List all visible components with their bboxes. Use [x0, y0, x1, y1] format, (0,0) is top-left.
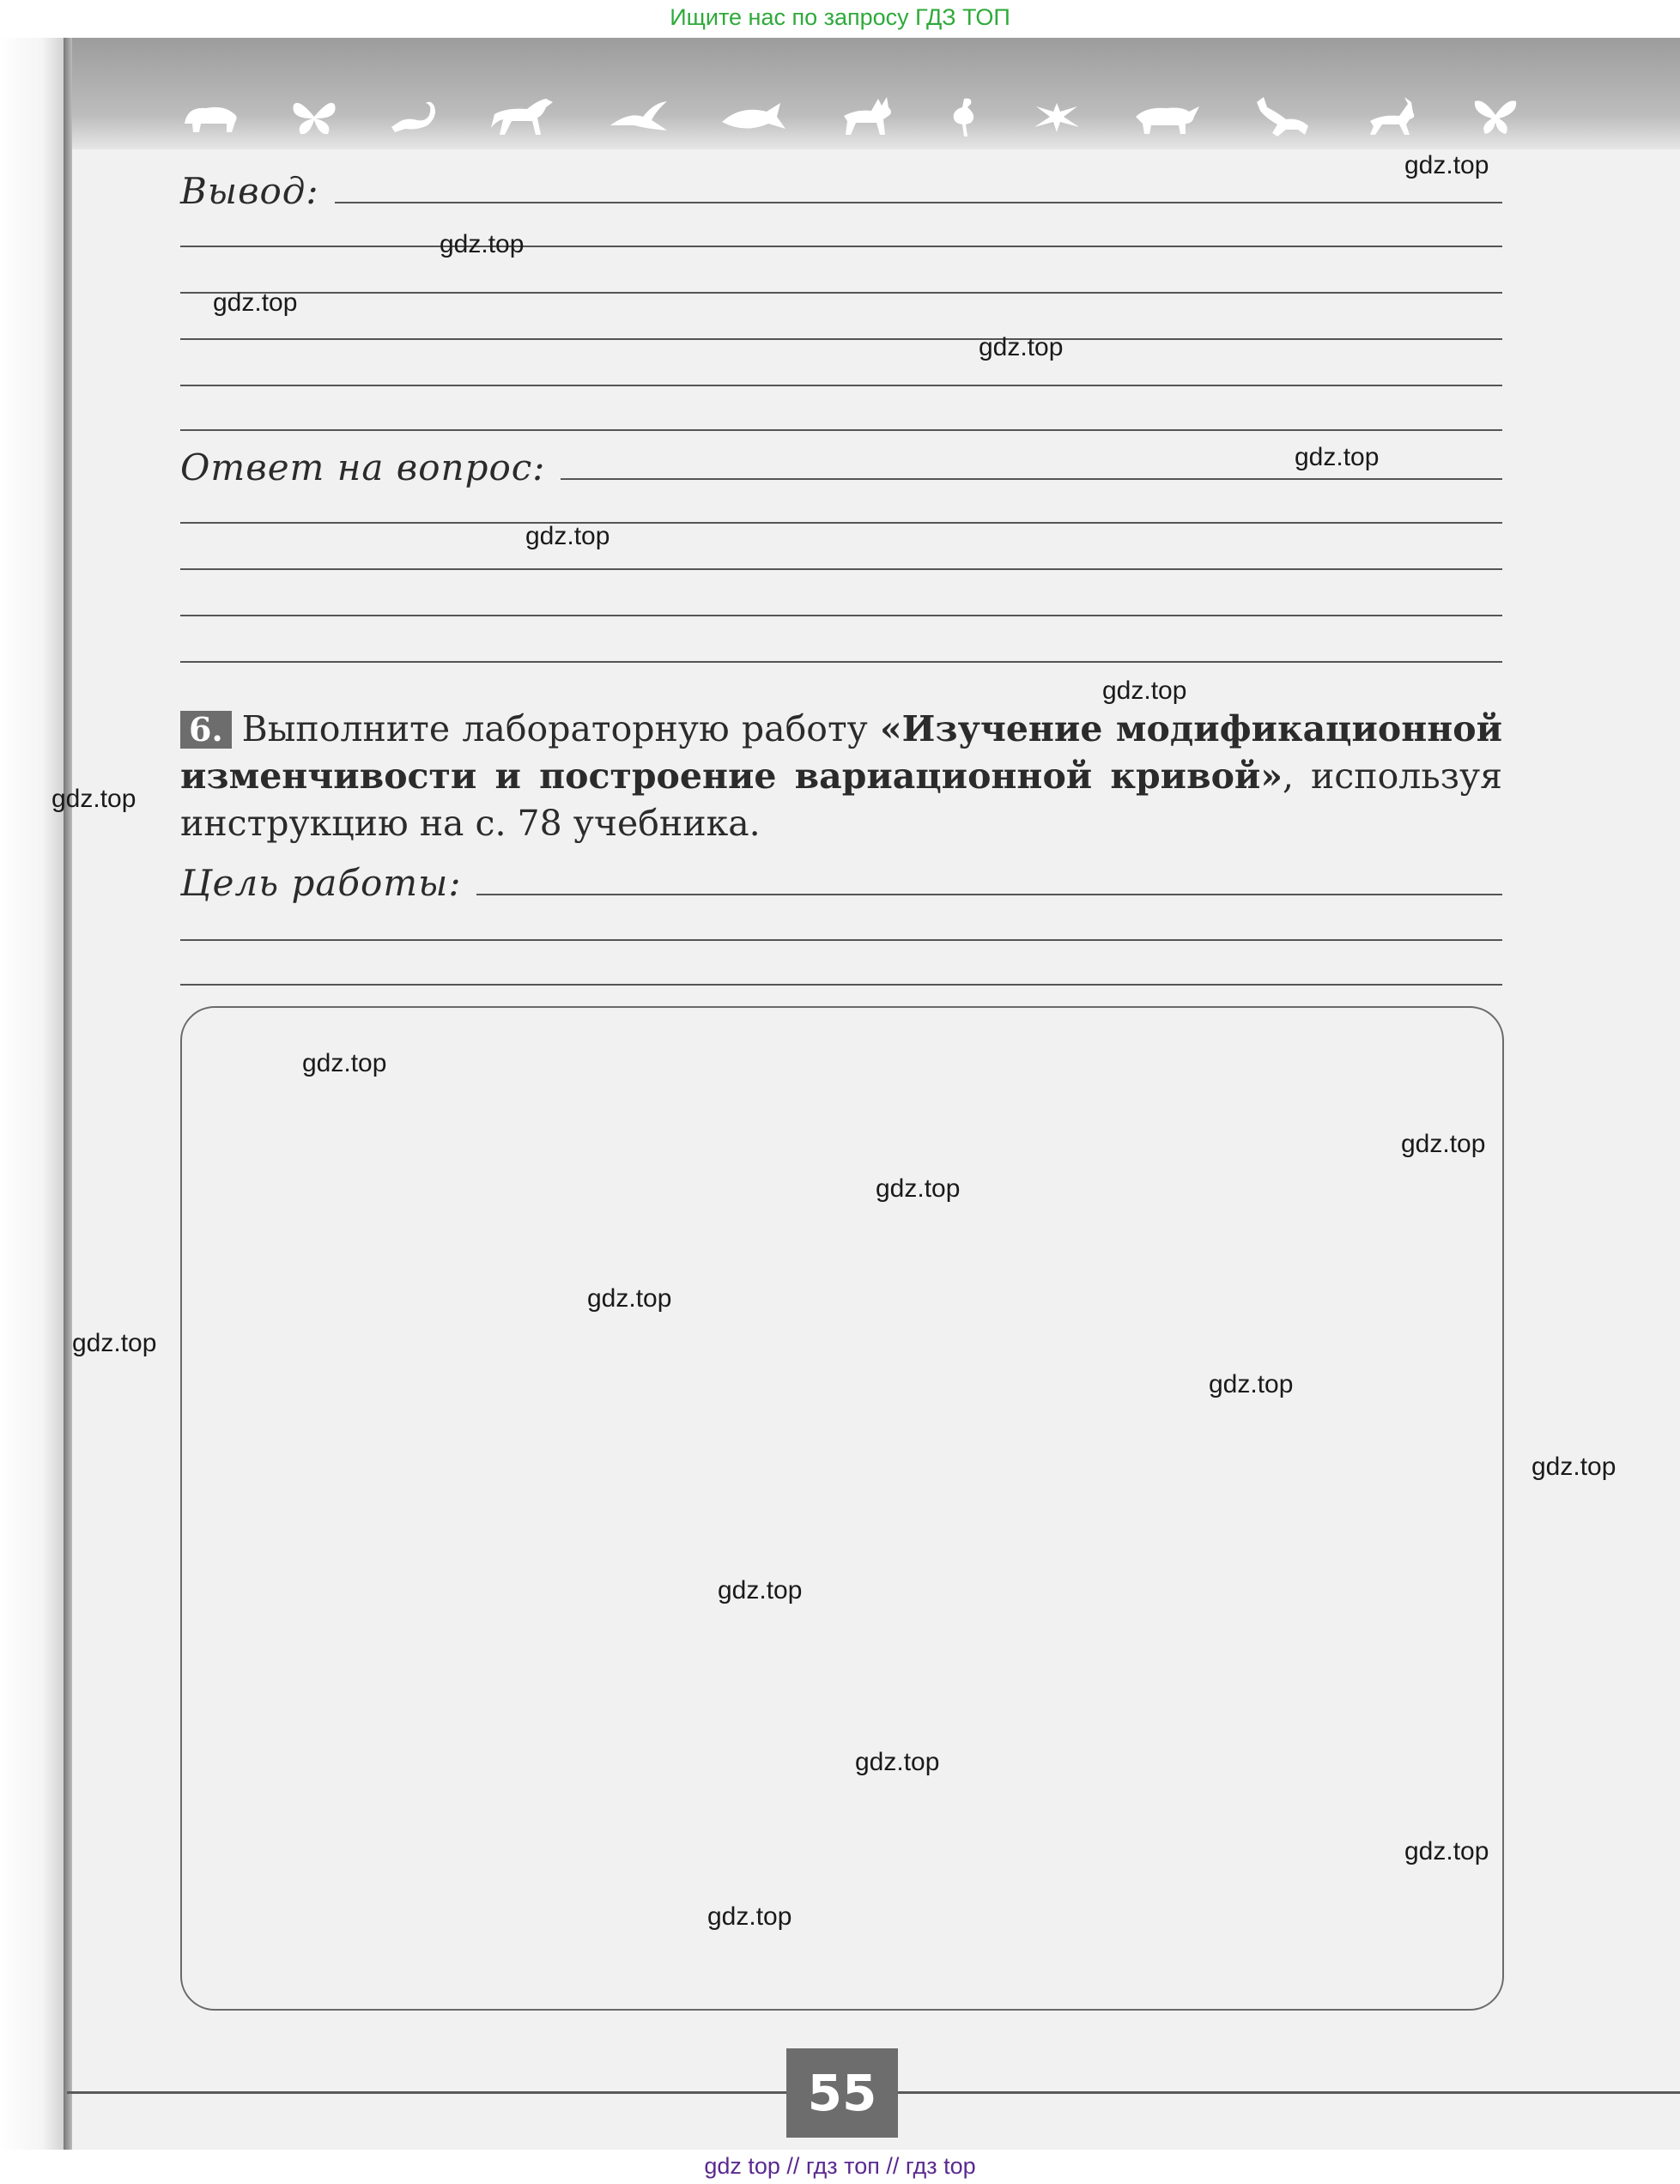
watermark: gdz.top	[876, 1174, 961, 1203]
answer-line-3[interactable]	[180, 568, 1502, 570]
watermark: gdz.top	[855, 1748, 940, 1776]
top-banner[interactable]: Ищите нас по запросу ГДЗ ТОП	[670, 4, 1010, 30]
task-title: «Изучение модификационной изменчивости и построение вариационной кривой»	[180, 708, 1502, 797]
task-number-badge: 6.	[180, 711, 232, 749]
task-6	[180, 706, 1502, 847]
fish-icon	[719, 100, 787, 134]
goal-line-2[interactable]	[180, 939, 1502, 941]
watermark: gdz.top	[52, 785, 136, 813]
deer-icon	[837, 95, 897, 138]
goal-row[interactable]	[180, 862, 1502, 904]
moth-icon	[1471, 98, 1519, 136]
watermark: gdz.top	[525, 522, 610, 550]
heron-icon	[947, 95, 981, 138]
watermark: gdz.top	[302, 1049, 387, 1077]
conclusion-line-3[interactable]	[180, 292, 1502, 294]
conclusion-line[interactable]	[335, 202, 1502, 203]
rhino-icon	[1132, 98, 1201, 136]
footer-links[interactable]: gdz top // гдз топ // гдз top	[704, 2153, 976, 2179]
goal-line[interactable]	[476, 894, 1502, 895]
conclusion-line-5[interactable]	[180, 385, 1502, 386]
cat-icon	[1252, 95, 1312, 138]
watermark: gdz.top	[1102, 676, 1187, 705]
task-text-after: , используя инструкцию на с. 78 учебника.	[180, 755, 1502, 844]
answer-label: Ответ на вопрос:	[180, 446, 546, 488]
conclusion-line-4[interactable]	[180, 338, 1502, 340]
answer-line-2[interactable]	[180, 522, 1502, 524]
conclusion-line-6[interactable]	[180, 429, 1502, 431]
watermark: gdz.top	[1404, 151, 1489, 179]
watermark: gdz.top	[1209, 1370, 1294, 1398]
conclusion-label: Вывод:	[180, 170, 319, 212]
scorpion-icon	[388, 98, 440, 136]
watermark: gdz.top	[72, 1329, 157, 1357]
watermark: gdz.top	[707, 1902, 792, 1931]
answer-line[interactable]	[561, 478, 1502, 480]
goal-label: Цель работы:	[180, 862, 462, 904]
lab-work-answer-box[interactable]	[180, 1006, 1504, 2011]
watermark: gdz.top	[1531, 1453, 1616, 1481]
butterfly-icon	[290, 98, 338, 136]
page-binding	[0, 38, 70, 2150]
conclusion-line-2[interactable]	[180, 246, 1502, 247]
bear-icon	[180, 98, 240, 136]
watermark: gdz.top	[1404, 1837, 1489, 1866]
task-text-before: Выполните лабораторную работу	[241, 708, 881, 749]
watermark: gdz.top	[587, 1284, 672, 1313]
watermark: gdz.top	[979, 333, 1064, 361]
bird-icon	[609, 100, 669, 134]
conclusion-row[interactable]	[180, 170, 1502, 212]
binding-edge	[64, 38, 72, 2150]
horse-icon	[489, 95, 558, 138]
insect-icon	[1031, 98, 1083, 136]
page-number: 55	[786, 2048, 898, 2138]
animal-silhouettes	[180, 93, 1519, 141]
goal-line-3[interactable]	[180, 984, 1502, 986]
answer-line-5[interactable]	[180, 661, 1502, 663]
watermark: gdz.top	[213, 288, 298, 317]
watermark: gdz.top	[718, 1576, 803, 1605]
answer-line-4[interactable]	[180, 615, 1502, 616]
watermark: gdz.top	[1401, 1130, 1486, 1158]
antelope-icon	[1362, 95, 1422, 138]
watermark: gdz.top	[1295, 443, 1380, 471]
watermark: gdz.top	[440, 230, 525, 258]
